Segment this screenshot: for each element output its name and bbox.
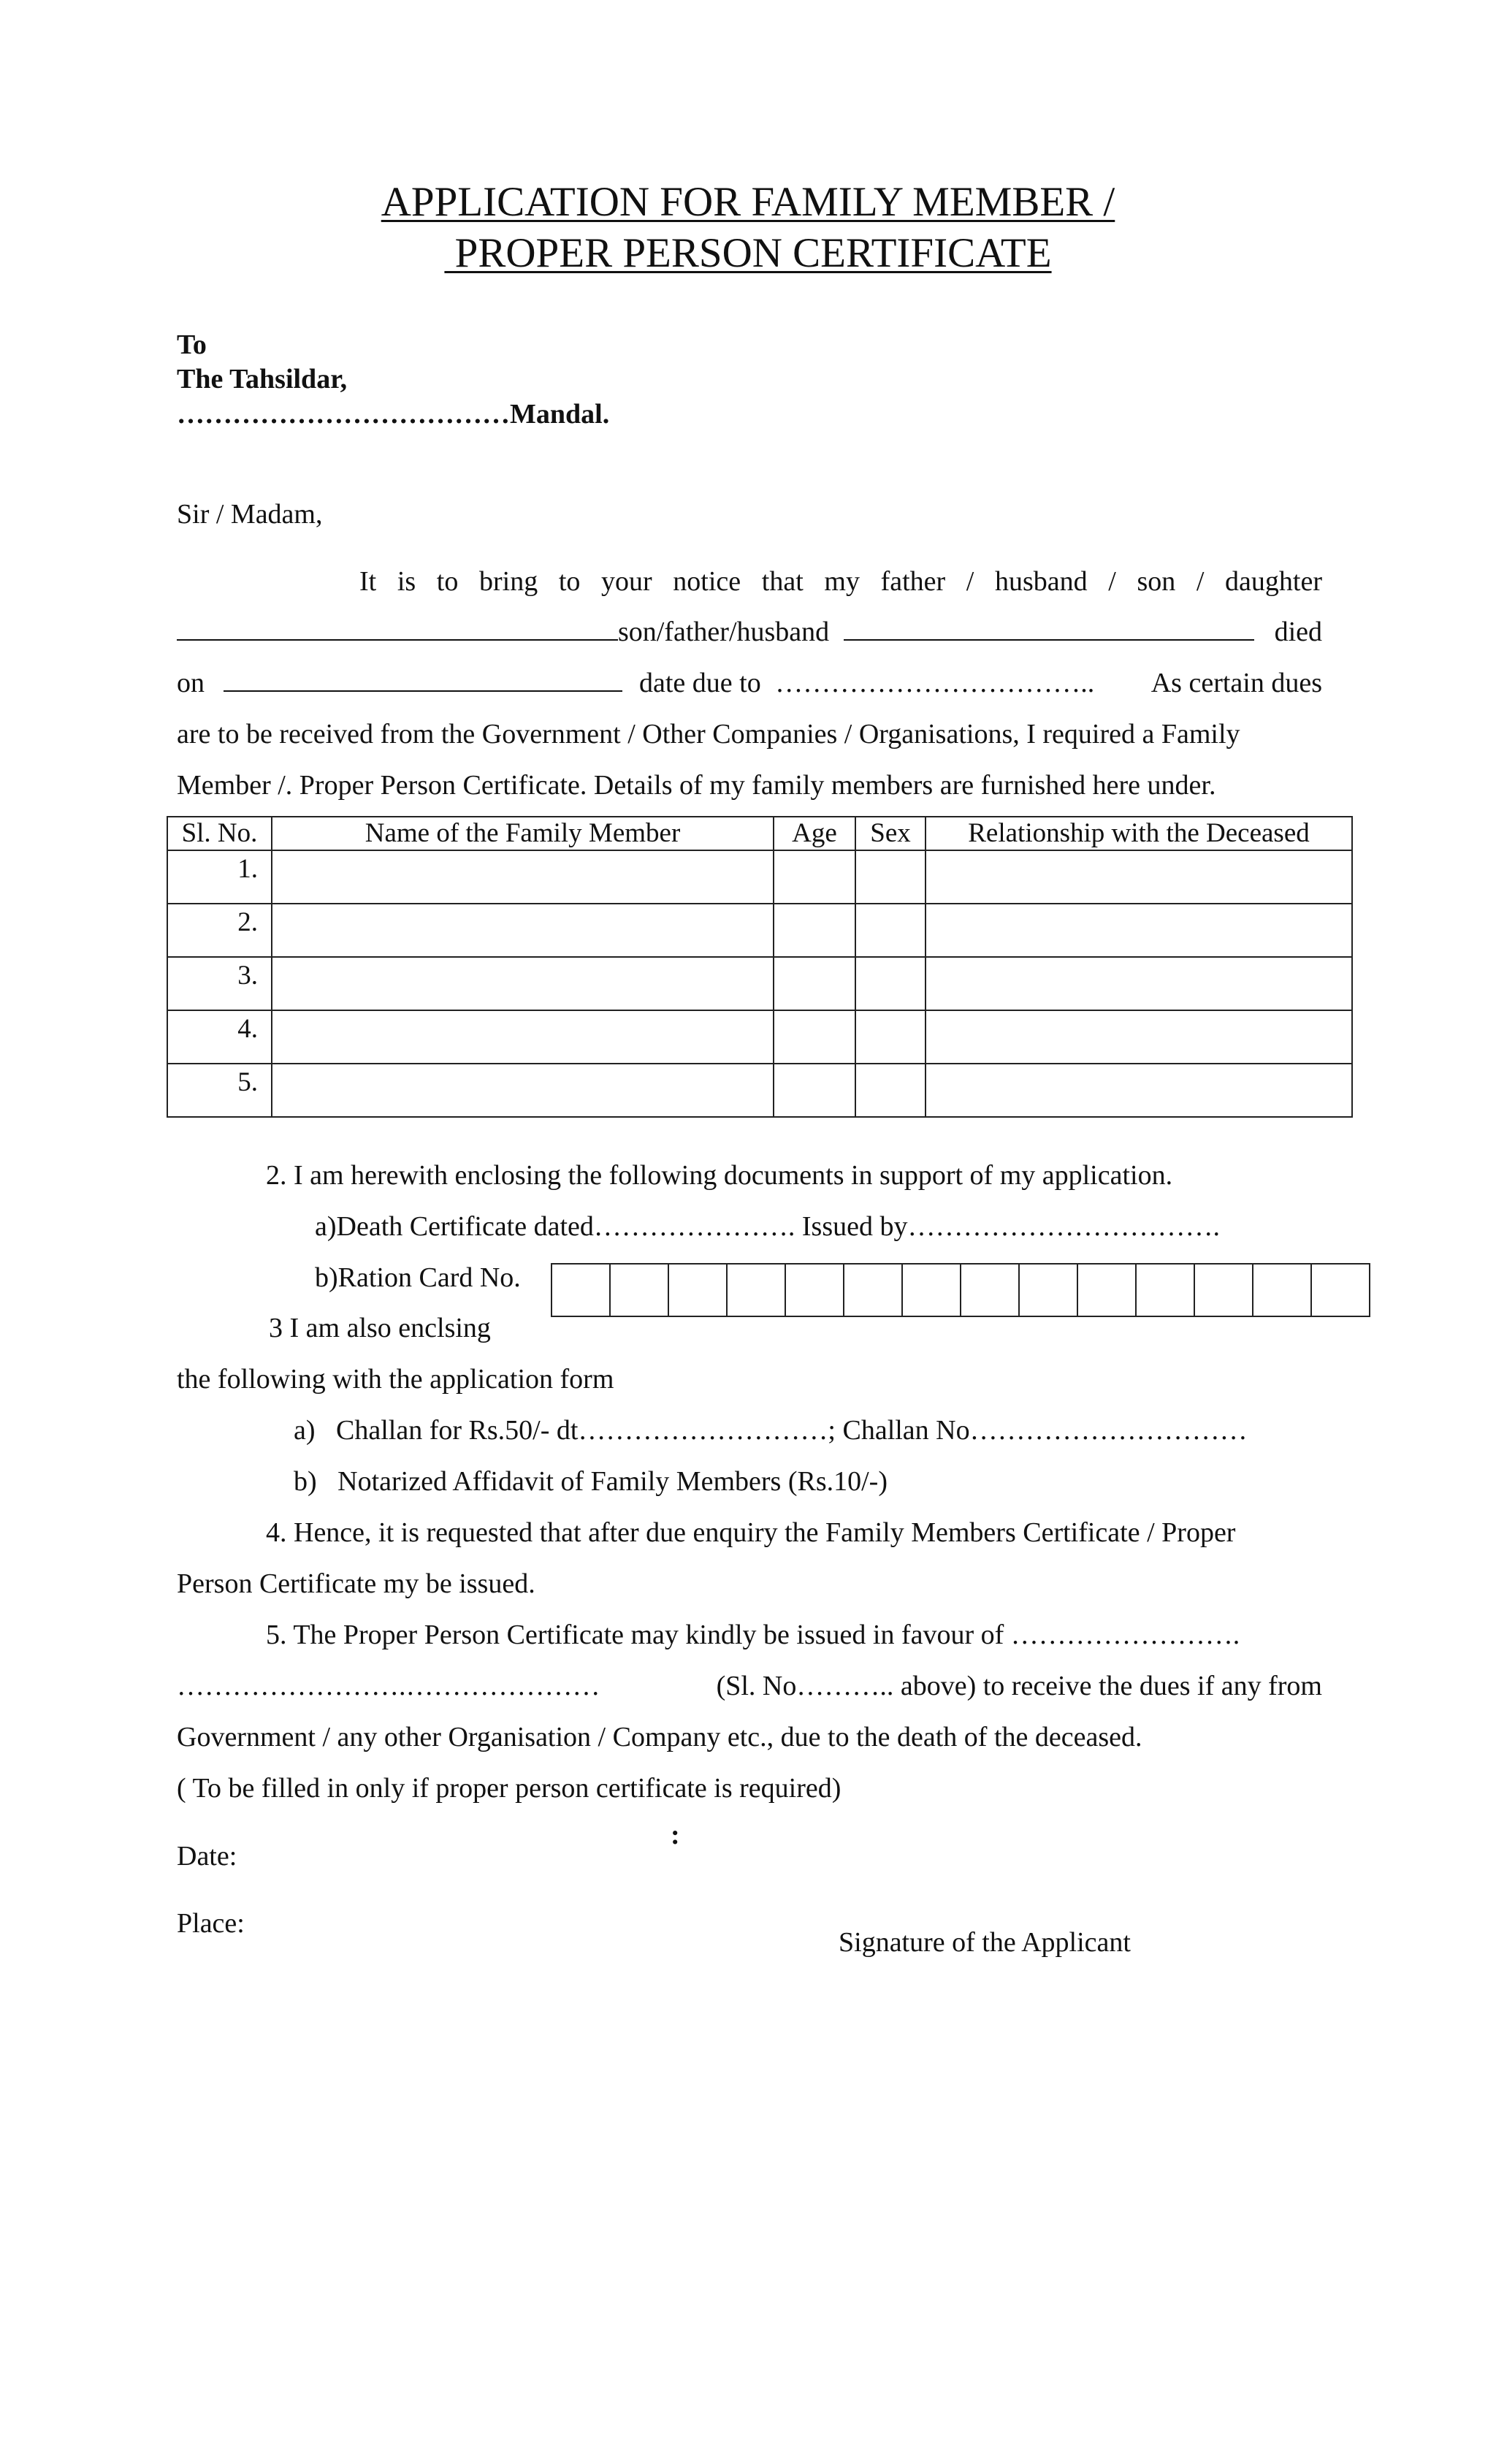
- family-members-table: [167, 816, 1353, 1118]
- table-row: [167, 904, 1352, 957]
- table-header-row: [167, 817, 1352, 850]
- member-sex-cell[interactable]: [855, 904, 926, 957]
- header-name: Name of the Family Member: [272, 817, 774, 850]
- form-title-line2: PROPER PERSON CERTIFICATE: [444, 230, 1052, 276]
- ration-card-label: b)Ration Card No.: [315, 1262, 521, 1293]
- ration-card-digit-box[interactable]: [1252, 1263, 1312, 1317]
- member-relationship-cell[interactable]: [926, 850, 1352, 904]
- deceased-name-blank[interactable]: [177, 639, 618, 641]
- row-serial: 2.: [167, 904, 272, 957]
- item3-line2: the following with the application form: [177, 1364, 614, 1395]
- challan-line: a) Challan for Rs.50/- dt………………………; Challan No…………………………: [294, 1415, 1248, 1446]
- member-age-cell[interactable]: [774, 1010, 855, 1064]
- place-label: Place:: [177, 1908, 245, 1939]
- affidavit-line: b) Notarized Affidavit of Family Members (Rs.10/-): [294, 1466, 888, 1497]
- member-relationship-cell[interactable]: [926, 1010, 1352, 1064]
- header-age: Age: [774, 817, 855, 850]
- paragraph1-line1: It is to bring to your notice that my father / husband / son / daughter: [359, 566, 1322, 597]
- ration-card-digit-box[interactable]: [1077, 1263, 1137, 1317]
- ration-card-digit-box[interactable]: [1135, 1263, 1195, 1317]
- item5-line3: Government / any other Organisation / Company etc., due to the death of the deceased.: [177, 1722, 1142, 1752]
- member-sex-cell[interactable]: [855, 850, 926, 904]
- member-sex-cell[interactable]: [855, 1064, 926, 1117]
- member-name-cell[interactable]: [272, 1064, 774, 1117]
- paragraph1-line3: on date due to …………………………….. As certain dues: [177, 668, 1322, 698]
- member-relationship-cell[interactable]: [926, 957, 1352, 1010]
- ration-card-digit-box[interactable]: [726, 1263, 786, 1317]
- member-sex-cell[interactable]: [855, 957, 926, 1010]
- address-officer: The Tahsildar,: [177, 364, 348, 394]
- table-row: [167, 957, 1352, 1010]
- ration-card-digit-box[interactable]: [843, 1263, 903, 1317]
- ration-card-digit-box[interactable]: [609, 1263, 669, 1317]
- signature-label: Signature of the Applicant: [839, 1927, 1131, 1958]
- row-serial: 5.: [167, 1064, 272, 1117]
- proper-person-note: ( To be filled in only if proper person certificate is required): [177, 1773, 842, 1804]
- member-name-cell[interactable]: [272, 957, 774, 1010]
- row-serial: 4.: [167, 1010, 272, 1064]
- stray-colon: :: [671, 1820, 680, 1850]
- member-name-cell[interactable]: [272, 1010, 774, 1064]
- header-sex: Sex: [855, 817, 926, 850]
- item2-documents: 2. I am herewith enclosing the following documents in support of my application.: [266, 1160, 1173, 1191]
- item5-line2: …………………….………………… (Sl. No……….. above) to receive the dues if any from: [177, 1671, 1322, 1701]
- salutation: Sir / Madam,: [177, 499, 323, 530]
- member-age-cell[interactable]: [774, 904, 855, 957]
- ration-card-digit-box[interactable]: [1194, 1263, 1253, 1317]
- member-name-cell[interactable]: [272, 850, 774, 904]
- header-sl-no: Sl. No.: [167, 817, 272, 850]
- member-relationship-cell[interactable]: [926, 904, 1352, 957]
- paragraph1-line2: son/father/husband died: [177, 615, 1322, 649]
- table-row: [167, 850, 1352, 904]
- ration-card-digit-box[interactable]: [668, 1263, 728, 1317]
- ration-card-digit-box[interactable]: [1018, 1263, 1078, 1317]
- date-of-death-blank[interactable]: [224, 690, 622, 692]
- header-relationship: Relationship with the Deceased: [926, 817, 1352, 850]
- ration-card-digit-box[interactable]: [1310, 1263, 1370, 1317]
- member-name-cell[interactable]: [272, 904, 774, 957]
- ration-card-digit-box[interactable]: [551, 1263, 611, 1317]
- address-to: To: [177, 329, 207, 360]
- member-age-cell[interactable]: [774, 957, 855, 1010]
- ration-card-digit-box[interactable]: [785, 1263, 844, 1317]
- member-age-cell[interactable]: [774, 850, 855, 904]
- ration-card-digit-box[interactable]: [960, 1263, 1020, 1317]
- member-sex-cell[interactable]: [855, 1010, 926, 1064]
- row-serial: 3.: [167, 957, 272, 1010]
- table-row: [167, 1064, 1352, 1117]
- ration-card-digit-box[interactable]: [901, 1263, 961, 1317]
- applicant-name-blank[interactable]: [844, 639, 1254, 641]
- item4-line2: Person Certificate my be issued.: [177, 1568, 535, 1599]
- item5-line1: 5. The Proper Person Certificate may kindly be issued in favour of …………………….: [266, 1620, 1240, 1650]
- table-row: [167, 1010, 1352, 1064]
- date-label: Date:: [177, 1841, 237, 1872]
- member-age-cell[interactable]: [774, 1064, 855, 1117]
- item4-line1: 4. Hence, it is requested that after due enquiry the Family Members Certificate / Proper: [266, 1517, 1236, 1548]
- form-title-line1: APPLICATION FOR FAMILY MEMBER /: [381, 179, 1115, 225]
- address-mandal: ………………………………Mandal.: [177, 399, 610, 430]
- row-serial: 1.: [167, 850, 272, 904]
- death-certificate-line: a)Death Certificate dated…………………. Issued by…………………………….: [315, 1211, 1220, 1242]
- item3-line1: 3 I am also enclsing: [269, 1313, 491, 1343]
- paragraph1-line5: Member /. Proper Person Certificate. Details of my family members are furnished here under.: [177, 770, 1216, 801]
- cause-of-death-blank[interactable]: ……………………………..: [775, 668, 1095, 698]
- paragraph1-line4: are to be received from the Government / Other Companies / Organisations, I required a Family: [177, 719, 1240, 750]
- ration-card-number-boxes: [552, 1263, 1370, 1317]
- member-relationship-cell[interactable]: [926, 1064, 1352, 1117]
